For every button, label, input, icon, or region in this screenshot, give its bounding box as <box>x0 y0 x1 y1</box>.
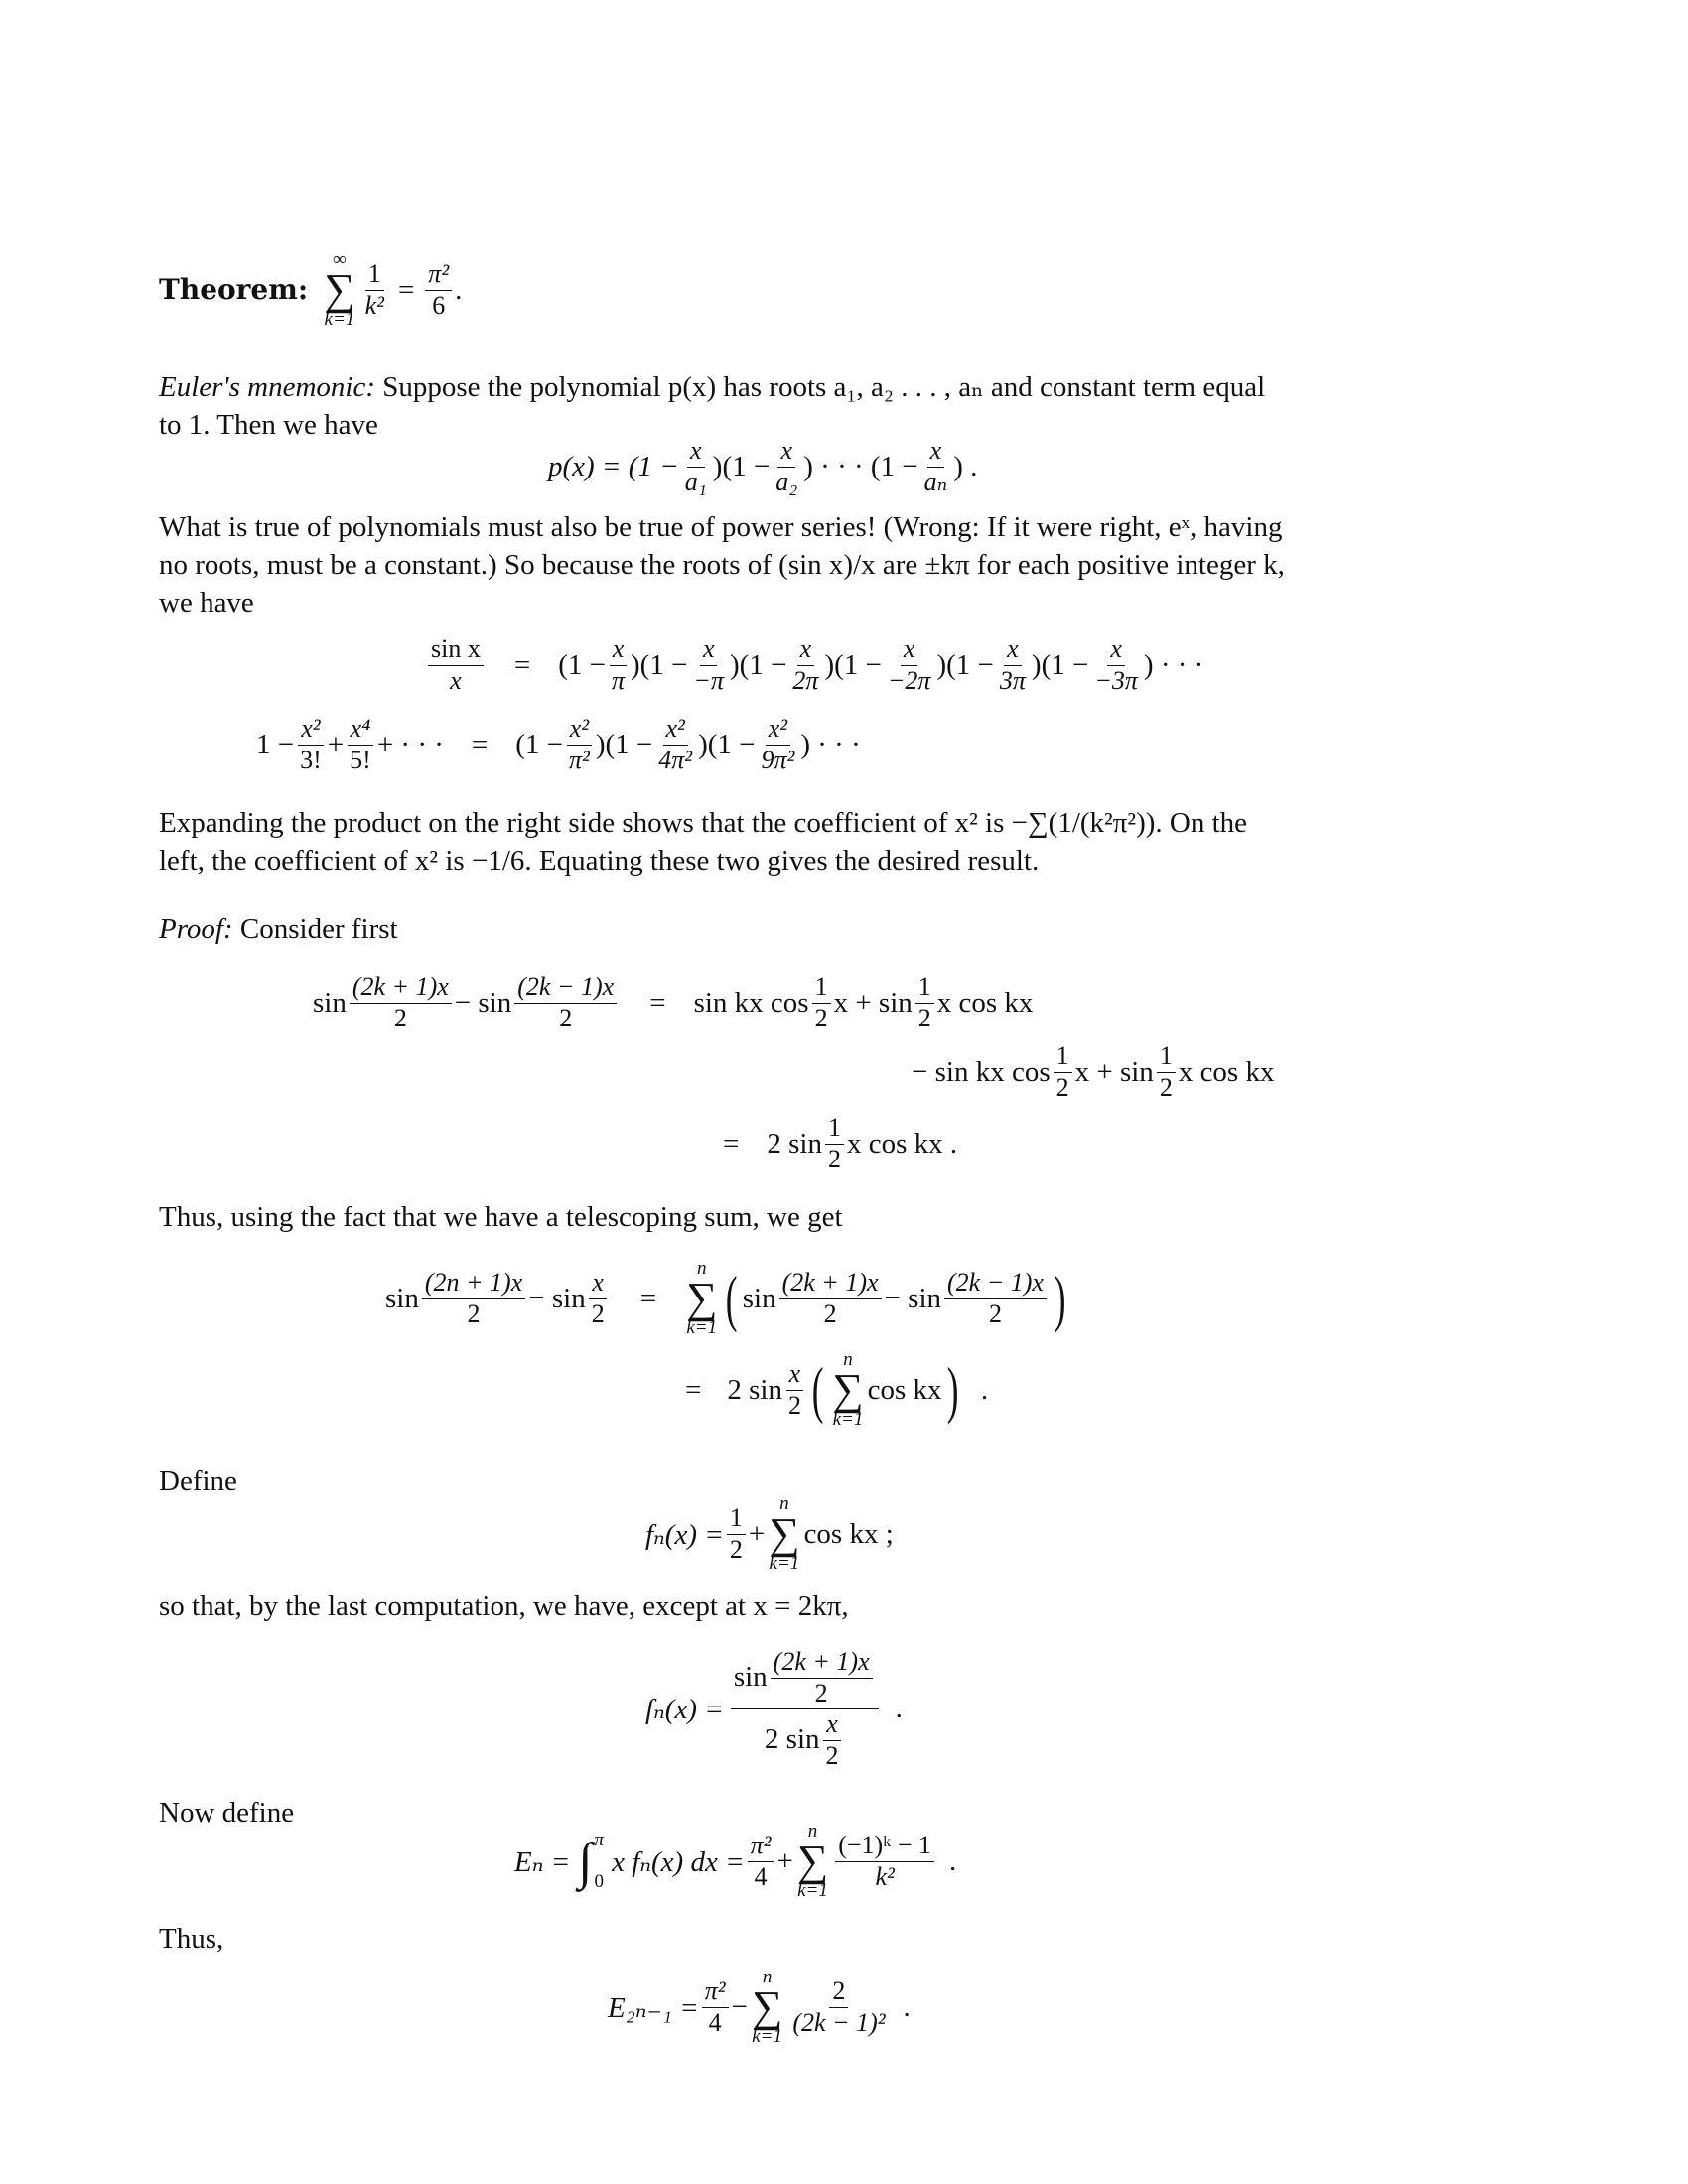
equation-text: ) . <box>953 450 978 482</box>
numerator: 1 <box>365 260 384 291</box>
denominator: π² <box>569 745 590 774</box>
polynomial-factorization-equation <box>548 437 977 496</box>
define-label: Define <box>159 1465 237 1497</box>
numerator: 2 <box>829 1978 848 2008</box>
numerator: x <box>901 635 918 666</box>
denominator: −2π <box>887 665 931 695</box>
equation-text: 1 − <box>256 728 295 760</box>
fraction <box>727 1504 746 1564</box>
equation-text: 2 sin <box>727 1373 782 1406</box>
fraction <box>915 973 934 1032</box>
equation-lhs: Eₙ = <box>514 1845 571 1878</box>
fraction <box>362 260 387 320</box>
equation-text: x + sin <box>833 986 913 1019</box>
numerator: x <box>927 437 945 468</box>
numerator: x² <box>298 715 323 746</box>
equals-sign: = <box>397 273 415 306</box>
fraction <box>514 973 617 1032</box>
denominator: 2 <box>1055 1072 1069 1102</box>
equation-text: )(1 − <box>712 450 771 482</box>
fn-definition-equation <box>645 1494 894 1573</box>
fraction <box>1157 1042 1176 1102</box>
sinc-product-row2 <box>256 715 861 774</box>
equation-text: cos kx <box>867 1373 942 1406</box>
denominator: x <box>450 665 462 695</box>
equation-text: ) · · · (1 − <box>803 450 918 482</box>
equation-text: cos kx ; <box>803 1517 894 1550</box>
euler-paragraph-line1 <box>159 369 1265 405</box>
numerator: π² <box>425 260 452 291</box>
sigma-icon: ∑ <box>324 265 355 314</box>
sum-lower-limit: k=1 <box>832 1409 864 1430</box>
numerator: (2k + 1)x <box>771 1648 873 1679</box>
integral-limits <box>595 1830 605 1893</box>
integral-icon: ∫ <box>578 1833 593 1890</box>
equation-text: x cos kx <box>936 986 1034 1019</box>
denominator: 3! <box>300 745 322 774</box>
fraction <box>690 635 727 695</box>
numerator: 1 <box>727 1504 746 1535</box>
right-paren: ) <box>946 1354 959 1425</box>
sigma-icon: ∑ <box>796 1837 829 1885</box>
proof-intro <box>159 911 398 947</box>
plus-sign: + <box>327 728 345 760</box>
denominator: −π <box>693 665 724 695</box>
denominator: 2 <box>814 1003 828 1032</box>
proof-text: Consider first <box>239 913 398 945</box>
denominator: 2 <box>827 1144 841 1173</box>
fraction <box>702 1978 729 2037</box>
left-paren: ( <box>726 1263 738 1333</box>
equation-text: )(1 − <box>730 648 787 681</box>
sum-upper-limit: n <box>779 1493 789 1514</box>
telescoping-intro: Thus, using the fact that we have a telescoping sum, we get <box>159 1201 843 1233</box>
numerator: x <box>797 635 815 666</box>
denominator: 2 <box>729 1534 743 1564</box>
equation-text: (1 − <box>558 648 606 681</box>
equation-text: sin <box>733 1661 768 1694</box>
summation-symbol <box>832 1350 863 1430</box>
denominator: 5! <box>350 745 371 774</box>
plus-sign: + <box>776 1844 793 1877</box>
numerator: (2k + 1)x <box>779 1269 882 1299</box>
numerator: π² <box>748 1832 774 1862</box>
theorem-statement <box>159 250 462 330</box>
fraction <box>297 715 325 774</box>
numerator: x⁴ <box>348 715 374 746</box>
fraction <box>609 635 628 695</box>
denominator: k² <box>875 1861 895 1891</box>
power-series-line1: What is true of polynomials must also be true of power series! (Wrong: If it were right, eˣ, having <box>159 511 1283 543</box>
period: . <box>895 1693 903 1725</box>
power-series-line3: we have <box>159 587 254 618</box>
summation-symbol <box>752 1968 782 2047</box>
numerator: x <box>700 635 718 666</box>
integral-lower-limit: 0 <box>594 1871 605 1892</box>
fraction <box>944 1269 1047 1328</box>
equation-text: )(1 − <box>936 648 994 681</box>
sigma-icon: ∑ <box>686 1274 718 1322</box>
numerator: 1 <box>1157 1042 1176 1073</box>
numerator: 1 <box>812 973 831 1004</box>
numerator: (2n + 1)x <box>422 1269 525 1299</box>
numerator: x <box>823 1710 841 1741</box>
sum-lower-limit: k=1 <box>686 1317 718 1338</box>
fraction <box>789 1978 888 2037</box>
equation-text: ) · · · <box>1143 648 1204 681</box>
numerator: 1 <box>825 1114 844 1145</box>
equation-text: − sin <box>884 1282 941 1314</box>
denominator: (2k − 1)² <box>792 2007 886 2037</box>
equation-text: sin <box>385 1282 419 1314</box>
equation-text: )(1 − <box>698 728 756 760</box>
fraction <box>885 635 934 695</box>
now-define-label: Now define <box>159 1797 295 1829</box>
equation-lhs: fₙ(x) = <box>645 1518 724 1551</box>
sigma-icon: ∑ <box>751 1982 783 2031</box>
denominator: π <box>611 665 625 695</box>
numerator: (2k + 1)x <box>350 973 452 1004</box>
sin-identity-line1 <box>313 973 1033 1032</box>
numerator: (2k − 1)x <box>944 1269 1047 1299</box>
fraction <box>812 973 831 1032</box>
fraction <box>771 1648 873 1707</box>
sum-lower-limit: k=1 <box>769 1553 800 1573</box>
fraction <box>823 1710 842 1770</box>
summation-symbol <box>769 1494 799 1573</box>
equation-lhs: fₙ(x) = <box>645 1694 724 1726</box>
period: . <box>949 1844 957 1877</box>
fraction <box>997 635 1029 695</box>
numerator: x <box>589 1269 607 1299</box>
numerator: x² <box>766 715 790 746</box>
telescoping-equation-line1 <box>385 1259 1070 1338</box>
denominator: aₙ <box>923 467 948 496</box>
fraction <box>425 260 452 320</box>
equation-lhs: p(x) = (1 − <box>548 450 679 482</box>
equation-text: )(1 − <box>824 648 882 681</box>
numerator: x <box>777 437 795 468</box>
denominator: −3π <box>1094 665 1138 695</box>
sinc-product-row1 <box>425 635 1203 695</box>
equation-text: 2 sin <box>764 1723 820 1756</box>
equation-text: 2 sin <box>767 1127 822 1160</box>
fraction <box>921 437 951 496</box>
right-paren: ) <box>1054 1263 1066 1333</box>
period: . <box>455 273 463 306</box>
equation-text: (1 − <box>515 728 564 760</box>
fraction <box>789 635 821 695</box>
sum-upper-limit: n <box>762 1967 773 1987</box>
integral-upper-limit: π <box>594 1830 605 1850</box>
fraction <box>589 1269 608 1328</box>
sigma-icon: ∑ <box>769 1509 800 1558</box>
numerator: (2k − 1)x <box>514 973 617 1004</box>
denominator: 3π <box>999 665 1026 695</box>
numerator <box>731 1648 879 1709</box>
summation-symbol <box>797 1822 828 1901</box>
left-paren: ( <box>811 1354 824 1425</box>
fraction <box>835 1832 934 1891</box>
telescoping-equation-line2 <box>685 1350 988 1430</box>
numerator: x² <box>567 715 592 746</box>
E2n-1-equation <box>608 1968 911 2047</box>
fraction <box>566 715 593 774</box>
fraction <box>1091 635 1141 695</box>
thus-label: Thus, <box>159 1923 224 1955</box>
numerator: x <box>610 635 628 666</box>
denominator: 4 <box>754 1861 768 1891</box>
denominator: 9π² <box>761 745 795 774</box>
denominator: 2 <box>1159 1072 1173 1102</box>
plus-sign: + <box>748 1517 766 1550</box>
minus-sign: − <box>731 1990 748 2023</box>
compound-fraction <box>731 1648 879 1770</box>
sum-lower-limit: k=1 <box>797 1880 828 1901</box>
numerator: π² <box>702 1978 729 2008</box>
numerator: x <box>1004 635 1022 666</box>
equation-text: )(1 − <box>595 728 653 760</box>
denominator: 2 <box>591 1298 605 1328</box>
equation-text: )(1 − <box>631 648 688 681</box>
fraction <box>682 437 710 496</box>
euler-label: Euler's mnemonic: <box>159 371 376 403</box>
denominator: 2 <box>823 1298 837 1328</box>
summation-symbol <box>686 1259 717 1338</box>
denominator: 4 <box>708 2007 722 2037</box>
equation-text: ) · · · <box>800 728 861 760</box>
equation-text: sin <box>313 986 347 1019</box>
sum-upper-limit: ∞ <box>333 249 347 270</box>
denominator: 2 <box>825 1740 839 1770</box>
numerator: 1 <box>1054 1042 1072 1073</box>
numerator: x <box>1107 635 1125 666</box>
En-definition-equation <box>514 1822 956 1901</box>
fraction <box>748 1832 774 1891</box>
equation-text: + · · · <box>376 728 444 760</box>
summation-symbol <box>324 250 354 330</box>
numerator: x <box>786 1360 804 1391</box>
proof-label: Proof: <box>159 913 233 945</box>
fraction <box>1054 1042 1072 1102</box>
equals-sign: = <box>723 1127 740 1160</box>
sin-identity-line2 <box>912 1042 1274 1102</box>
expanding-line2: left, the coefficient of x² is −1/6. Equating these two gives the desired result. <box>159 845 1040 877</box>
denominator: 2 <box>988 1298 1002 1328</box>
equation-text: x cos kx <box>1178 1055 1275 1088</box>
fn-closed-form-equation <box>645 1648 903 1770</box>
fraction <box>779 1269 882 1328</box>
period: . <box>903 1990 911 2023</box>
equation-text: sin <box>742 1282 776 1314</box>
denominator: 2 <box>559 1003 573 1032</box>
denominator: 2 <box>467 1298 481 1328</box>
euler-text: Suppose the polynomial p(x) has roots a₁, a₂ . . . , aₙ and constant term equal <box>382 371 1266 403</box>
denominator: 2 <box>393 1003 407 1032</box>
sum-upper-limit: n <box>843 1349 853 1370</box>
equation-text: )(1 − <box>1031 648 1089 681</box>
denominator: k² <box>364 290 384 320</box>
equation-text: x cos kx . <box>846 1127 958 1160</box>
denominator: 2 <box>814 1678 828 1707</box>
power-series-line2: no roots, must be a constant.) So because the roots of (sin x)/x are ±kπ for each positive integer k, <box>159 549 1285 581</box>
numerator: sin x <box>428 635 484 666</box>
equals-sign: = <box>685 1373 702 1406</box>
equals-sign: = <box>639 1282 657 1314</box>
sum-lower-limit: k=1 <box>324 309 355 330</box>
fraction <box>422 1269 525 1328</box>
theorem-label: Theorem: <box>159 273 309 306</box>
fraction <box>773 437 800 496</box>
numerator: 1 <box>915 973 934 1004</box>
sin-identity-line3 <box>723 1114 957 1173</box>
equation-text: x + sin <box>1074 1055 1154 1088</box>
denominator: 2 <box>917 1003 931 1032</box>
sigma-icon: ∑ <box>832 1365 864 1414</box>
fraction <box>347 715 374 774</box>
denominator: 2 <box>787 1390 801 1420</box>
numerator: x <box>687 437 705 468</box>
equation-text: x fₙ(x) dx = <box>612 1845 745 1878</box>
fraction <box>825 1114 844 1173</box>
equation-text: − sin <box>528 1282 586 1314</box>
period: . <box>980 1373 989 1406</box>
equation-lhs: E₂ₙ₋₁ = <box>608 1991 699 2024</box>
equals-sign: = <box>513 648 531 681</box>
denominator <box>762 1709 848 1770</box>
denominator: 2π <box>792 665 819 695</box>
fraction <box>759 715 798 774</box>
so-that-text: so that, by the last computation, we have, except at x = 2kπ, <box>159 1590 849 1622</box>
numerator: x² <box>663 715 688 746</box>
equals-sign: = <box>649 986 666 1019</box>
fraction <box>428 635 484 695</box>
equals-sign: = <box>471 728 489 760</box>
denominator: 4π² <box>658 745 693 774</box>
numerator: (−1)ᵏ − 1 <box>835 1832 934 1862</box>
sum-upper-limit: n <box>697 1258 707 1279</box>
sum-upper-limit: n <box>807 1821 818 1842</box>
denominator: a₁ <box>684 467 707 496</box>
denominator: 6 <box>432 290 446 320</box>
euler-paragraph-line2: to 1. Then we have <box>159 409 378 441</box>
fraction <box>785 1360 804 1420</box>
expanding-line1: Expanding the product on the right side shows that the coefficient of x² is −∑(1/(k²π²)). On the <box>159 807 1248 839</box>
equation-text: sin kx cos <box>693 986 809 1019</box>
fraction <box>350 973 452 1032</box>
sum-lower-limit: k=1 <box>752 2026 783 2047</box>
equation-text: − sin kx cos <box>912 1055 1051 1088</box>
denominator: a₂ <box>775 467 798 496</box>
equation-text: − sin <box>454 986 512 1019</box>
fraction <box>655 715 695 774</box>
